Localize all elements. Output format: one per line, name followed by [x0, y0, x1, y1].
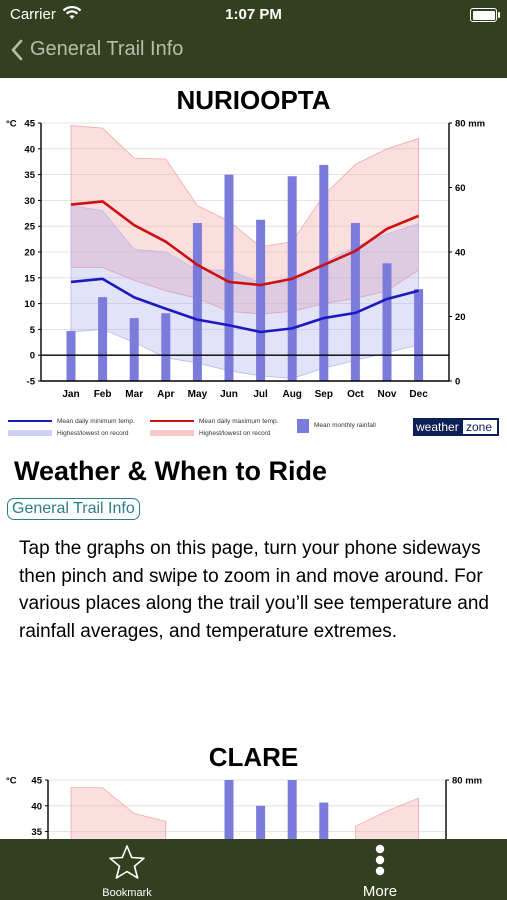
clock: 1:07 PM — [225, 6, 282, 23]
rainfall-bar — [67, 331, 76, 381]
legend-min-label: Mean daily minimum temp. — [57, 418, 135, 425]
rainfall-bar — [256, 806, 265, 839]
month-label: Dec — [409, 389, 428, 400]
right-tick-label: 80 mm — [452, 775, 483, 787]
rainfall-bar — [319, 803, 328, 839]
left-tick-label: 35 — [31, 827, 42, 839]
left-tick-label: 45 — [31, 775, 42, 787]
left-tick-label: 0 — [29, 350, 35, 362]
month-label: Sep — [314, 389, 333, 400]
left-tick-label: 5 — [29, 324, 35, 336]
chart-legend — [0, 413, 507, 439]
right-tick-label: 20 — [455, 312, 466, 323]
left-axis-unit: °C — [6, 775, 17, 787]
left-axis-unit: °C — [6, 118, 17, 130]
chevron-left-icon — [10, 39, 24, 61]
left-tick-label: 25 — [24, 221, 35, 233]
month-label: Oct — [347, 389, 364, 400]
chart-title-nurioopta: NURIOOPTA — [176, 85, 331, 115]
left-tick-label: 45 — [24, 118, 35, 130]
month-label: Feb — [93, 389, 112, 400]
month-label: Jan — [62, 389, 80, 400]
rainfall-bar — [193, 223, 202, 381]
max-record-band — [71, 788, 166, 839]
month-label: Jul — [253, 389, 268, 400]
left-tick-label: 15 — [24, 273, 35, 285]
left-tick-label: 40 — [31, 801, 42, 813]
month-label: Nov — [377, 389, 397, 400]
status-bar — [0, 0, 507, 30]
chart-title-clare: CLARE — [208, 742, 299, 772]
legend-rain-label: Mean monthly rainfall — [314, 422, 376, 429]
scroll-content[interactable] — [0, 78, 507, 839]
navigation-bar — [0, 30, 507, 78]
left-tick-label: 40 — [24, 144, 35, 156]
star-icon — [107, 844, 147, 880]
section-heading: Weather & When to Ride — [14, 456, 328, 486]
left-tick-label: 20 — [24, 247, 35, 259]
logo-text-zone: zone — [466, 420, 493, 434]
intro-paragraph: Tap the graphs on this page, turn your phone sideways then pinch and swipe to zoom in and move around. For various places along the trail you’ll see temperature and rainfall averages, and temperature extremes. — [19, 538, 489, 642]
legend-max-range-swatch — [150, 430, 194, 436]
legend-max-label: Mean daily maximum temp. — [199, 418, 279, 425]
legend-min-range-swatch — [8, 430, 52, 436]
right-tick-label: 40 — [455, 247, 466, 259]
more-label: More — [362, 883, 398, 900]
more-tab[interactable] — [350, 844, 410, 900]
month-label: Aug — [282, 389, 302, 400]
general-trail-info-tag[interactable]: General Trail Info — [7, 498, 140, 520]
legend-min-range-label: Highest/lowest on record — [57, 430, 129, 437]
max-record-band — [355, 798, 418, 839]
rainfall-bar — [351, 223, 360, 381]
battery-icon — [470, 8, 497, 22]
rainfall-bar — [319, 165, 328, 381]
logo-text-weather: weather — [416, 420, 459, 434]
rainfall-bar — [161, 313, 170, 381]
rainfall-bar — [225, 175, 234, 381]
carrier-label: Carrier — [10, 6, 56, 23]
month-label: Apr — [157, 389, 175, 400]
month-label: May — [187, 389, 208, 400]
month-label: Mar — [125, 389, 144, 400]
rainfall-bar — [256, 220, 265, 381]
rainfall-bar — [288, 780, 297, 839]
rainfall-bar — [225, 780, 234, 839]
tab-bar — [0, 839, 507, 900]
left-tick-label: -5 — [26, 376, 35, 388]
back-button[interactable] — [10, 38, 183, 61]
left-tick-label: 35 — [24, 170, 35, 182]
month-label: Jun — [220, 389, 238, 400]
rainfall-bar — [383, 263, 392, 381]
bookmark-tab[interactable] — [95, 844, 159, 899]
rainfall-bar — [414, 289, 423, 381]
climate-chart-clare[interactable] — [0, 773, 507, 839]
bookmark-label: Bookmark — [102, 887, 152, 899]
right-tick-label: 60 — [455, 183, 466, 194]
more-icon — [370, 844, 390, 878]
left-tick-label: 10 — [24, 299, 35, 311]
left-tick-label: 30 — [24, 195, 35, 207]
climate-chart-nurioopta[interactable] — [0, 116, 507, 411]
right-tick-label: 80 mm — [455, 118, 486, 130]
right-tick-label: 0 — [455, 376, 461, 388]
legend-rain-swatch — [297, 419, 309, 433]
back-button-label: General Trail Info — [30, 38, 184, 60]
rainfall-bar — [98, 297, 107, 381]
rainfall-bar — [130, 318, 139, 381]
legend-max-range-label: Highest/lowest on record — [199, 430, 271, 437]
